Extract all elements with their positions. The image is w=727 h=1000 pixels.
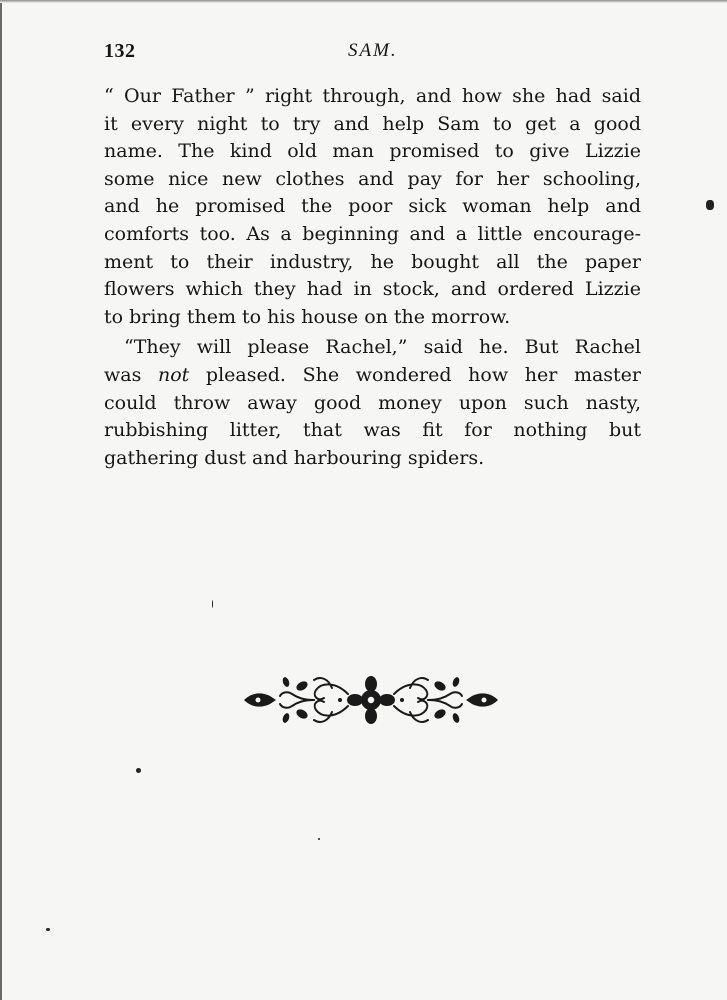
scan-speck	[136, 768, 141, 773]
paragraph-1	[104, 83, 641, 331]
text-line	[104, 362, 641, 390]
body-text	[104, 83, 641, 472]
page-edge-left	[0, 0, 2, 1000]
paragraph-2	[104, 334, 641, 472]
emphasis-not: not	[157, 363, 190, 386]
text-line: some nice new clothes and pay for her schooling,	[104, 167, 641, 190]
scan-speck	[46, 928, 50, 931]
text-fragment: was	[104, 363, 158, 386]
text-line: it every night to try and help Sam to get a good	[104, 112, 641, 135]
text-line: “ Our Father ” right through, and how she had said	[104, 85, 641, 107]
text-line: rubbishing litter, that was fit for nothing but	[104, 419, 641, 442]
floral-tailpiece-ornament-icon	[242, 672, 500, 728]
page-edge-top	[0, 0, 727, 3]
text-line: flowers which they had in stock, and ordered Lizzie	[104, 278, 641, 301]
page-number: 132	[104, 40, 136, 62]
text-line: and he promised the poor sick woman help and	[104, 195, 641, 218]
text-line: ment to their industry, he bought all the paper	[104, 250, 641, 273]
scan-speck	[706, 200, 714, 210]
text-line: could throw away good money upon such nasty,	[104, 391, 641, 414]
text-line: comforts too. As a beginning and a little encourage-	[104, 222, 641, 245]
text-line: to bring them to his house on the morrow.	[104, 305, 511, 328]
text-line: gathering dust and harbouring spiders.	[104, 446, 485, 469]
text-line: “They will please Rachel,” said he. But Rachel	[124, 336, 641, 359]
scan-speck	[318, 838, 320, 840]
running-head: SAM.	[348, 40, 398, 61]
page-header	[104, 40, 641, 68]
text-fragment: pleased. She wondered how her master	[189, 363, 641, 386]
scan-speck	[212, 600, 213, 608]
text-line: name. The kind old man promised to give Lizzie	[104, 140, 641, 163]
